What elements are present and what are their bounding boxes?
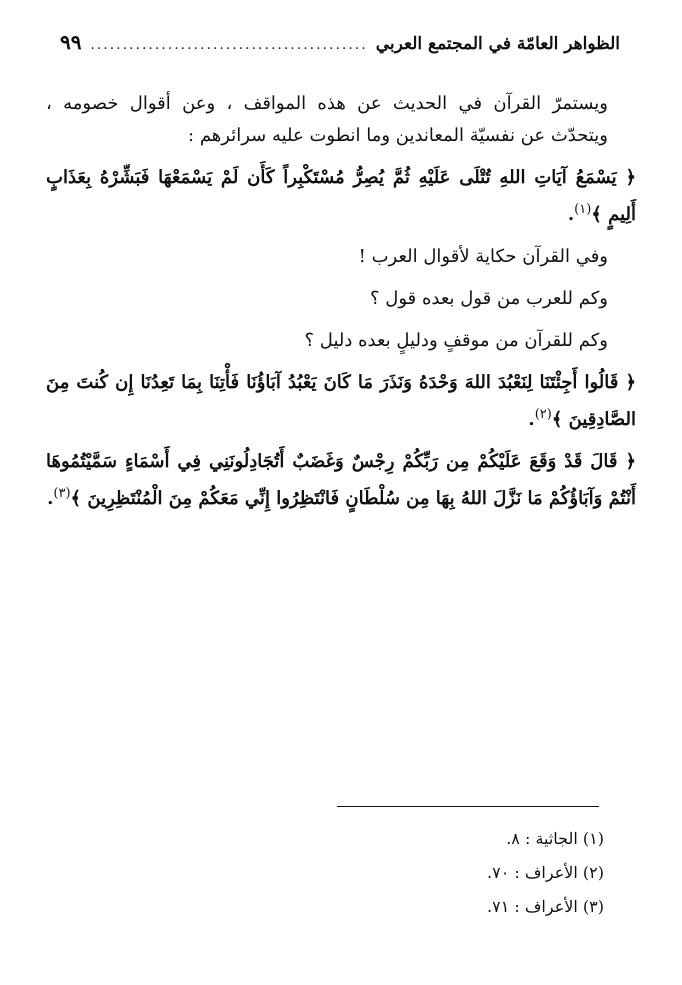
footnote-2: (٢) الأعراف : ٧٠. [487, 863, 604, 882]
footnote-1: (١) الجاثية : ٨. [506, 829, 604, 848]
verse-close-bracket: ﴾ [591, 204, 602, 225]
verse-close-bracket: ﴾ [551, 409, 563, 430]
footnote-ref-3: (٣) [53, 486, 71, 501]
verse-open-bracket: ﴿ [625, 167, 636, 188]
footnote-ref-2: (٢) [534, 407, 552, 422]
paragraph-intro-text: ويستمرّ القرآن في الحديث عن هذه المواقف ، وعن أقوال خصومه ، ويتحدّث عن نفسيّة المعاندين وما انطوت عليه سرائرهم : [46, 93, 608, 146]
paragraph-4-text: وكم للقرآن من موقفٍ ودليلٍ بعده دليل ؟ [304, 330, 608, 351]
running-header [60, 30, 620, 64]
paragraph-intro [46, 88, 636, 152]
paragraph-3 [46, 283, 636, 315]
verse-1: ﴿ يَسْمَعُ آيَاتِ اللهِ تُتْلَى عَلَيْهِ ثُمَّ يُصِرُّ مُسْتَكْبِراً كَأَن لَمْ يَسْمَعْهَا فَبَشِّرْهُ بِعَذَابٍ أَلِيمٍ ﴾$^{(١)}$. [46, 167, 636, 225]
header-leader-dots [89, 37, 367, 53]
page-body [46, 88, 636, 525]
verse-close-bracket: ﴾ [70, 488, 82, 509]
verse-open-bracket: ﴿ [625, 451, 636, 472]
footnote-3: (٣) الأعراف : ٧١. [487, 897, 604, 916]
footnote-divider [337, 806, 599, 807]
paragraph-2 [46, 241, 636, 273]
verse-open-bracket: ﴿ [625, 372, 636, 393]
footnote-ref-1: (١) [574, 202, 592, 217]
page-number: ٩٩ [60, 30, 82, 54]
header-title: الظواهر العامّة في المجتمع العربي [375, 34, 620, 54]
verse-1-text: يَسْمَعُ آيَاتِ اللهِ تُتْلَى عَلَيْهِ ثُمَّ يُصِرُّ مُسْتَكْبِراً كَأَن لَمْ يَسْمَعْهَا فَبَشِّرْهُ بِعَذَابٍ أَلِيمٍ [46, 167, 636, 225]
verse-3-text: قَالَ قَدْ وَقَعَ عَلَيْكُمْ مِن رَبِّكُمْ رِجْسٌ وَغَضَبٌ أَتُجَادِلُونَنِي فِي أَسْمَاءٍ سَمَّيْتُمُوهَا أَنْتُمْ وَآبَاؤُكُمْ مَا نَزَّلَ اللهُ بِهَا مِن سُلْطَانٍ فَانْتَظِرُوا إِنِّي مَعَكُمْ مِنَ الْمُنْتَظِرِينَ [46, 451, 636, 509]
paragraph-3-text: وكم للعرب من قول بعده قول ؟ [369, 288, 608, 309]
verse-3: ﴿ قَالَ قَدْ وَقَعَ عَلَيْكُمْ مِن رَبِّكُمْ رِجْسٌ وَغَضَبٌ أَتُجَادِلُونَنِي فِي أَسْمَاءٍ سَمَّيْتُمُوهَا أَنْتُمْ وَآبَاؤُكُمْ مَا نَزَّلَ اللهُ بِهَا مِن سُلْطَانٍ فَانْتَظِرُوا إِنِّي مَعَكُمْ مِنَ الْمُنْتَظِرِينَ ﴾$^{(٣)}$. [46, 451, 636, 509]
footnotes [300, 822, 604, 924]
paragraph-4 [46, 325, 636, 357]
verse-2-text: قَالُوا أَجِئْتَنَا لِنَعْبُدَ اللهَ وَحْدَهُ وَنَذَرَ مَا كَانَ يَعْبُدُ آبَاؤُنَا فَأْتِنَا بِمَا تَعِدُنَا إِن كُنتَ مِنَ الصَّادِقِينَ [46, 372, 636, 430]
verse-2: ﴿ قَالُوا أَجِئْتَنَا لِنَعْبُدَ اللهَ وَحْدَهُ وَنَذَرَ مَا كَانَ يَعْبُدُ آبَاؤُنَا فَأْتِنَا بِمَا تَعِدُنَا إِن كُنتَ مِنَ الصَّادِقِينَ ﴾$^{(٢)}$. [46, 372, 636, 430]
paragraph-2-text: وفي القرآن حكاية لأقوال العرب ! [358, 246, 608, 267]
